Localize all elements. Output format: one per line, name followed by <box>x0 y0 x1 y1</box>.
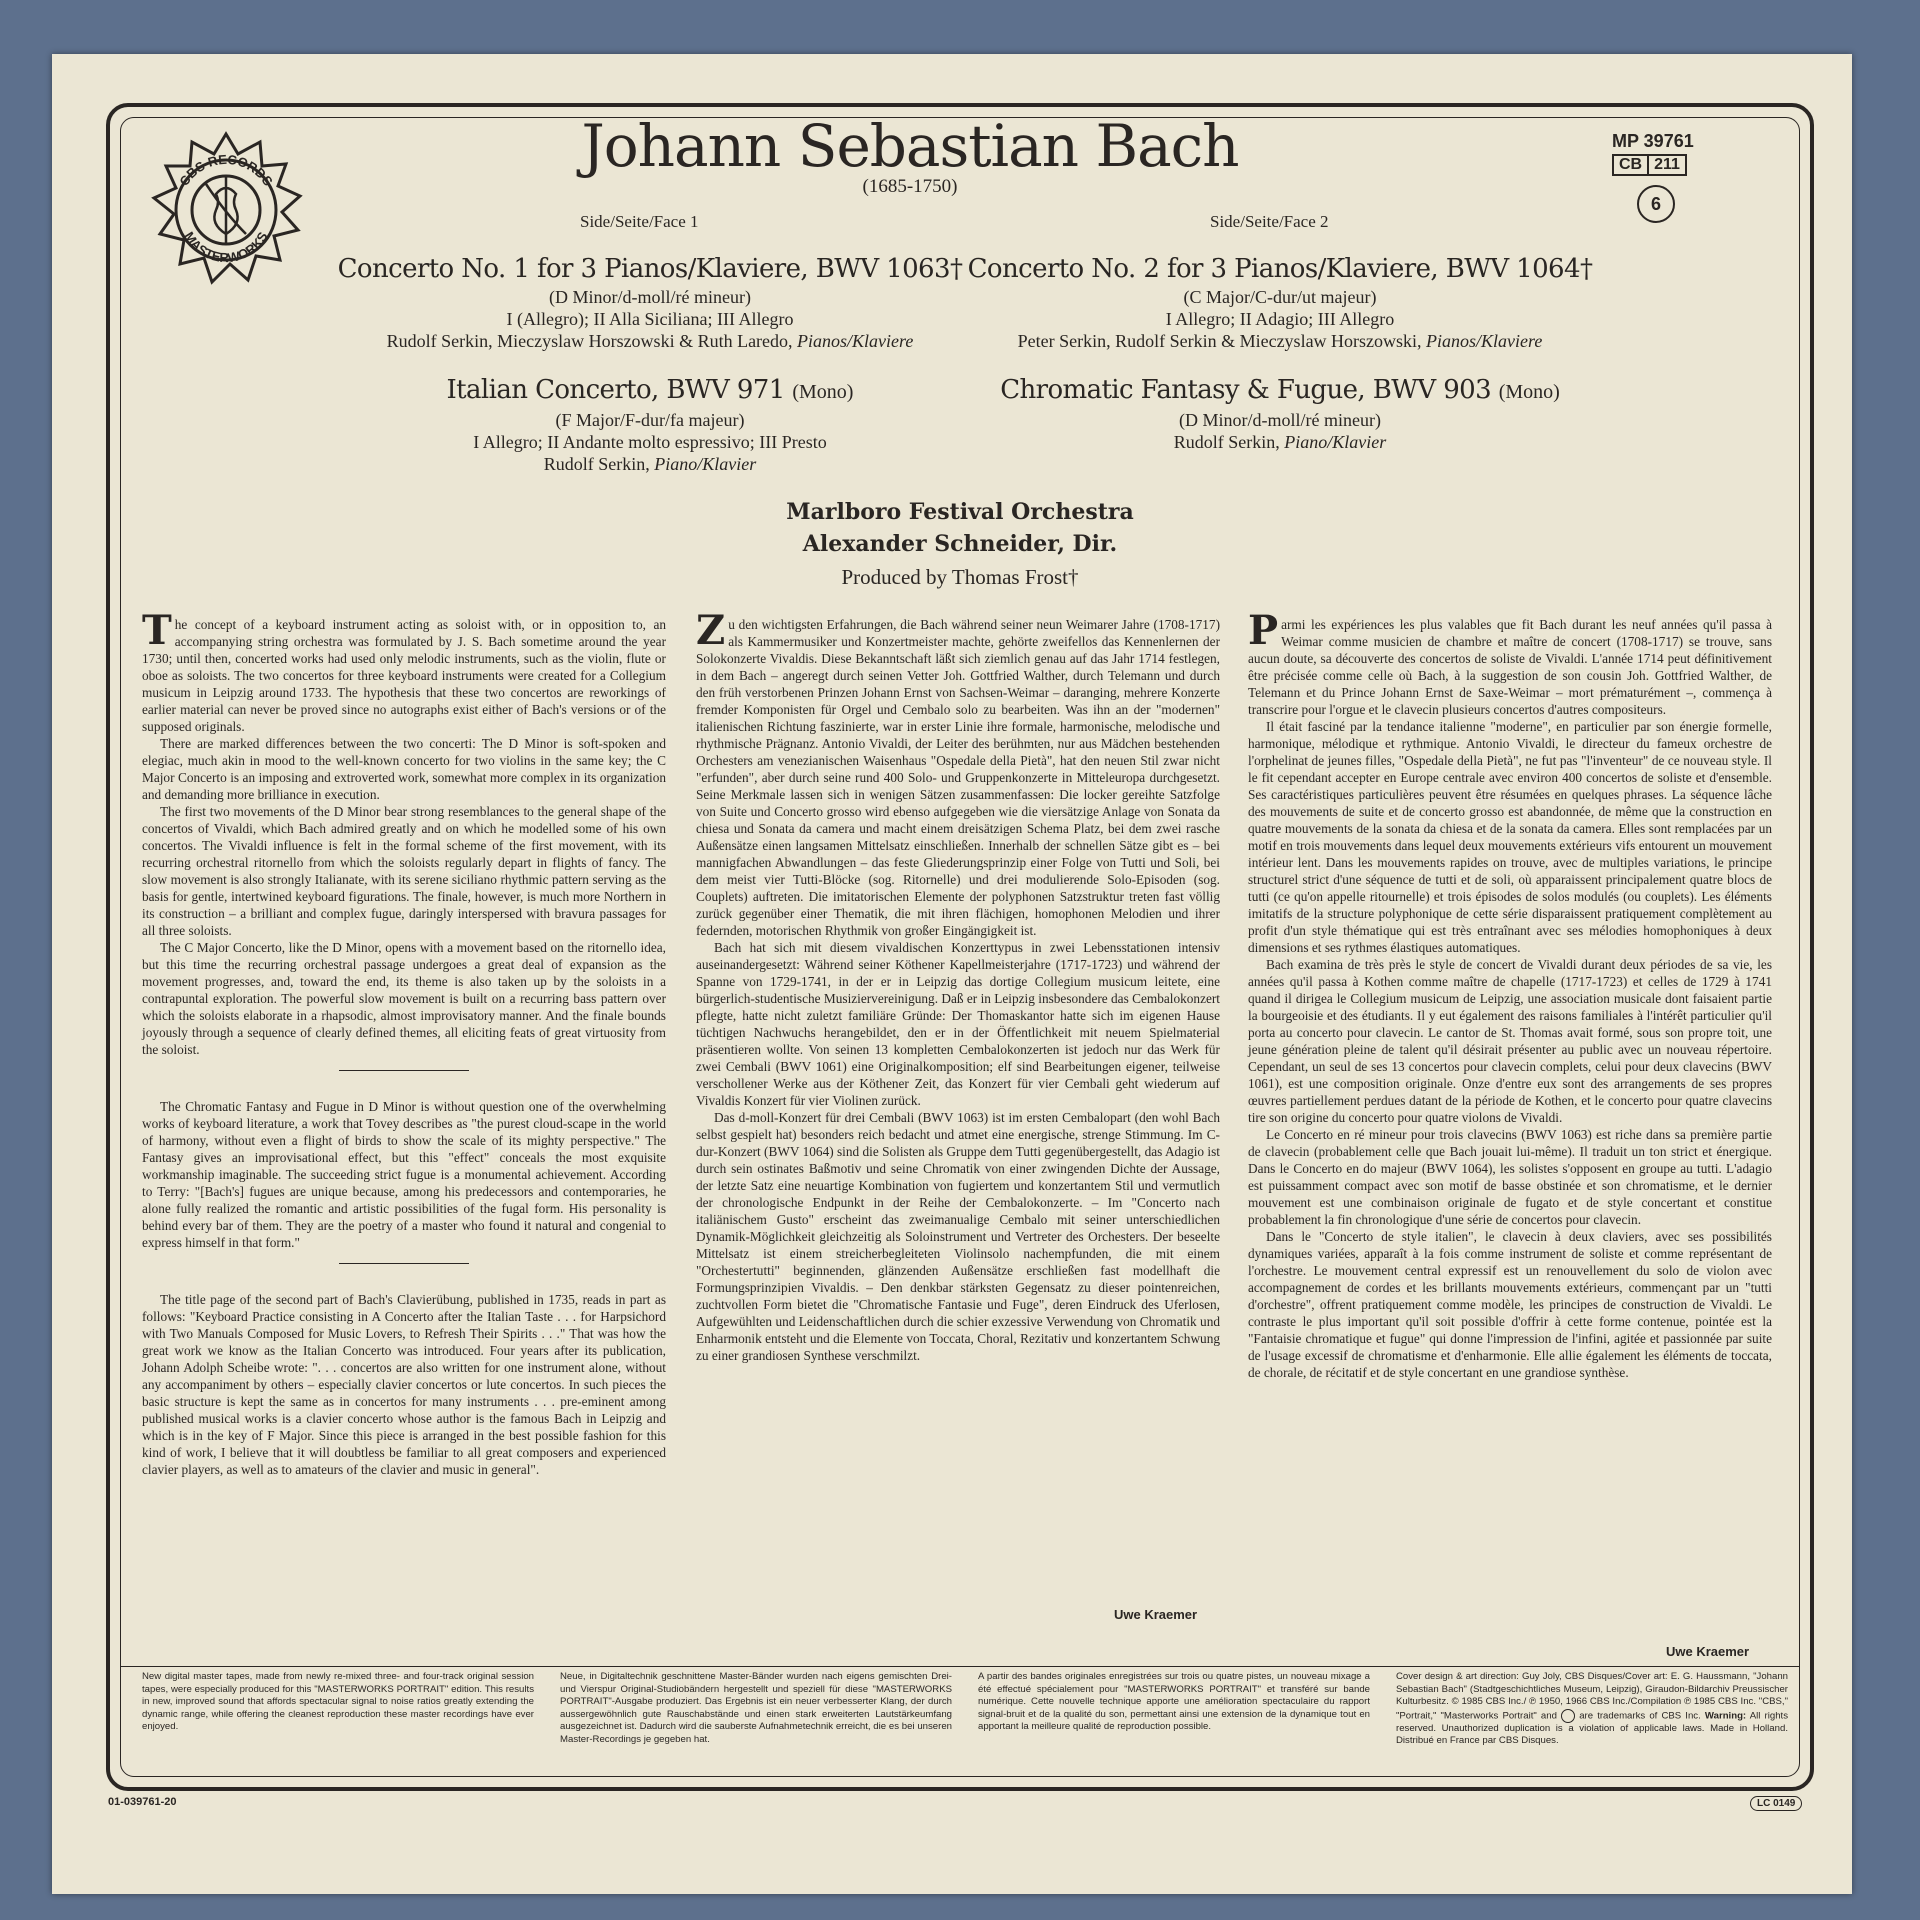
orchestra-credits <box>660 496 1260 560</box>
side2-work1 <box>960 252 1600 352</box>
work-performers: Rudolf Serkin, Mieczyslaw Horszowski & Ruth Laredo, <box>386 331 793 351</box>
work-instrument: Piano/Klavier <box>1284 432 1387 452</box>
logo-text-top: CBS RECORDS <box>176 151 276 189</box>
work-title: Concerto No. 1 for 3 Pianos/Klaviere, BWV 1063† <box>337 254 963 284</box>
conductor-name: Alexander Schneider, Dir. <box>802 531 1118 557</box>
dropcap: T <box>142 607 172 654</box>
notes-paragraph: he concept of a keyboard instrument acting as soloist with, or in opposition to, an accompanying string orchestra was formulated by J. S. Bach sometime around the year 1730; until then, concerted works had used only melodic instruments, such as the violin, flute or oboe as soloists. The two concertos for three keyboard instruments were created for a Collegium musicum in Leipzig around 1733. The hypothesis that these two concertos are reworkings of earlier material can never be proved since no autographs exist either of Bach's versions or of the supposed originals. <box>142 617 666 734</box>
notes-paragraph: The first two movements of the D Minor bear strong resemblances to the general shape of the concertos of Vivaldi, which Bach admired greatly and on which he modelled some of his own concertos. The Vivaldi influence is felt in the formal scheme of the first movement, with its recurring orchestral ritornello from which the soloists regularly depart in flights of fancy. The slow movement is also strongly Italianate, with its serene siciliano rhythmic pattern serving as the basis for gentle, intertwined keyboard figurations. The finale, however, is much more Northern in its construction – a brilliant and complex fugue, daringly interspersed with bravura passages for all three soloists. <box>142 804 666 938</box>
work-performers: Rudolf Serkin, <box>1173 432 1280 452</box>
composer-title: Johann Sebastian Bach <box>581 112 1239 180</box>
side1-work2 <box>400 373 900 475</box>
author-signature-fr: Uwe Kraemer <box>1666 1644 1750 1659</box>
liner-notes-german <box>696 607 1220 1364</box>
dropcap: P <box>1248 607 1279 654</box>
footer-note-de: Neue, in Digitaltechnik geschnittene Master-Bänder wurden nach eigens gemischten Drei- und Vierspur Original-Studiobändern hergestellt und speziell für diese "MASTERWORKS PORTRAIT"-Ausgabe produziert. Das Ergebnis ist ein neuer verbesserter Klang, der durch aussergewöhnlich gute Rauschabstände und einen stark erweiterten Lautstärkeumfang ausgezeichnet ist. Dadurch wird die sauberste Aufnahmetechnik erreicht, die es bei unseren Master-Recordings je gegeben hat. <box>560 1671 952 1745</box>
notes-paragraph: Dans le "Concerto de style italien", le clavecin à deux claviers, avec ses possibilités dynamiques variées, apparaît à la fois comme instrument de soliste et comme représentant de l'orchestre. Le mouvement central expressif est un renouvellement du solo de violon avec accompagnement de cordes et les brillants mouvements extérieurs, commençant par un "tutti d'orchestre", offrent pratiquement comme modèle, les principes de construction de Vivaldi. Le contraste le plus important qu'il soit possible d'offrir à cette forme contenue, pointée est la "Fantaisie chromatique et fugue" qui donne l'impression de l'infini, agitée et passionnée par suite de l'usage excessif de chromatisme et d'enharmonie. Elle allie également les éléments de toccata, de chorale, de récitatif et de style concertant en une grandiose synthèse. <box>1248 1229 1772 1380</box>
side2-work2 <box>1000 373 1560 453</box>
section-divider <box>339 1263 469 1264</box>
work-instrument: Pianos/Klaviere <box>797 331 914 351</box>
price-code-right: 211 <box>1647 156 1685 174</box>
notes-paragraph: Bach examina de très près le style de concert de Vivaldi durant deux périodes de sa vie, les années qu'il passa à Kothen comme maître de chapelle (1717-1723) et celles de 1729 à 1741 quand il dirigea le Collegium musicum de Leipzig, une association musicale dont faisaient partie la bourgeoisie et des étudiants. Il y eut également des raisons familiales à l'intérêt particulier qu'il porta au concerto pour clavecin. Le cantor de St. Thomas avait formé, sous son propre toit, une jeune génération pleine de talent qu'il désirait présenter au public avec un nouveau répertoire. Cependant, un seul de ses 13 concertos pour clavecin complets, celui pour deux clavecins (BWV 1061), est une composition originale. Onze d'entre eux sont des arrangements de ses propres œuvres partiellement perdues datant de la période de Kothen, et le concerto pour quatre clavecins tire son origine du concerto pour quatre violons de Vivaldi. <box>1248 957 1772 1125</box>
footer-credits <box>1396 1671 1788 1748</box>
credits-text: Cover design & art direction: Guy Joly, CBS Disques/Cover art: E. G. Haussmann, "Johann Sebastian Bach" (Stadtgeschichtliches Museum, Leipzig), Giraudon-Bildarchiv Preussischer Kulturbesitz. © 1985 CBS Inc./ ℗ 1950, 1966 CBS Inc./Compilation ℗ 1985 CBS Inc. "CBS," "Portrait," "Masterworks Portrait" and <box>1396 1671 1788 1722</box>
notes-paragraph: Das d-moll-Konzert für drei Cembali (BWV 1063) ist im ersten Cembalopart (den wohl Bach selbst gespielt hat) besonders reich bedacht und atmet eine energische, strenge Stimmung. Im C-dur-Konzert (BWV 1064) sind die Solisten als Gruppe dem Tutti gegenübergestellt, das Adagio ist durch sein ostinates Baßmotiv und seine Chromatik von einer zwingenden Dichte der Aussage, der letzte Satz eine neuartige Kombination von fugiertem und konzertantem Stil und vermutlich der chronologische Endpunkt in der Reihe der Cembalokonzerte. – Im "Concerto nach italiänischem Gusto" erscheint das zweimanualige Cembalo mit seiner unterschiedlichen Dynamik-Möglichkeit gleichzeitig als Soloinstrument und Vertreter des Orchesters. Der beseelte Mittelsatz ist einem streicherbegleiteten Violinsolo nachempfunden, die mit einem "Orchestertutti" beginnenden, glänzenden Außensätze erschließen fast modellhaft die Formungsprinzipien Vivaldis. – Den denkbar stärksten Gegensatz zu dieser pointenreichen, zuchtvollen Form bietet die "Chromatische Fantasie und Fuge", deren Eindruck des Uferlosen, Aufgewühlten und Leidenschaftlichen durch die schier exzessive Verwendung von Chromatik und Enharmonik entsteht und die Elemente von Toccata, Choral, Rezitativ und konzertantem Schwung zu einer grandiosen Synthese verschmilzt. <box>696 1110 1220 1363</box>
notes-paragraph: armi les expériences les plus valables que fit Bach durant les neuf années qu'il passa à Weimar comme musicien de chambre et maître de concert (1708-1717) se trouve, sans aucun doute, sa découverte des concertos de soliste de Vivaldi. L'année 1714 peut définitivement être précisée comme celle où Bach, à la suggestion de son cousin Joh. Gottfried Walther, de Telemann et du Prince Johann Ernst de Saxe-Weimar – mort prématurément –, commença à transcrire pour l'orgue et le clavecin plusieurs concertos d'autres compositeurs. <box>1248 617 1772 717</box>
orchestra-name: Marlboro Festival Orchestra <box>786 499 1134 525</box>
notes-paragraph: Le Concerto en ré mineur pour trois clavecins (BWV 1063) est riche dans sa première partie de clavecin (probablement celle que Bach jouait lui-même). Il traduit un ton strict et énergique. Dans le Concerto en do majeur (BWV 1064), les solistes s'opposent en groupe au tutti. L'adagio est puissamment compact avec son motif de basse obstinée et son chromatisme, et le dernier mouvement est une combinaison originale de fugato et de style concertant et constitue probablement la fin chronologique d'une série de concertos pour clavecin. <box>1248 1127 1772 1227</box>
warning-label: Warning: <box>1704 1710 1747 1722</box>
mono-label: (Mono) <box>1498 381 1560 403</box>
composer-dates: (1685-1750) <box>862 176 958 197</box>
work-performers: Rudolf Serkin, <box>543 454 650 474</box>
work-instrument: Piano/Klavier <box>654 454 757 474</box>
work-movements: I Allegro; II Andante molto espressivo; III Presto <box>473 432 827 452</box>
liner-notes-english <box>142 607 666 1478</box>
mono-label: (Mono) <box>792 381 854 403</box>
masterworks-mark-icon <box>1561 1709 1575 1723</box>
price-code-box <box>1612 154 1687 176</box>
footer-divider <box>120 1666 1800 1667</box>
dropcap: Z <box>696 607 726 654</box>
matrix-code: 01-039761-20 <box>108 1796 177 1808</box>
circle-number: 6 <box>1637 185 1675 223</box>
cbs-masterworks-logo <box>140 124 312 296</box>
credits-text-2: are trademarks of CBS Inc. <box>1579 1710 1701 1722</box>
credits-text-3: All rights reserved. Unauthorized duplication is a violation of applicable laws. Made in Holland. Distribué en France par CBS Disques. <box>1396 1710 1789 1747</box>
price-code-left: CB <box>1619 156 1643 173</box>
catalog-block <box>1612 131 1722 176</box>
footer-note-en: New digital master tapes, made from newly re-mixed three- and four-track original session tapes, were especially produced for this "MASTERWORKS PORTRAIT" edition. This results in new, improved sound that affords spectacular signal to noise ratios greatly extending the dynamic range, while offering the cleanest reproduction these master recordings have ever enjoyed. <box>142 1671 534 1732</box>
work-instrument: Pianos/Klaviere <box>1426 331 1543 351</box>
work-title: Italian Concerto, BWV 971 <box>446 375 785 405</box>
work-title: Concerto No. 2 for 3 Pianos/Klaviere, BWV 1064† <box>967 254 1593 284</box>
notes-paragraph: The Chromatic Fantasy and Fugue in D Minor is without question one of the overwhelming works of keyboard literature, a work that Tovey describes as "the purest cloud-scape in the world of harmony, without even a flight of birds to show the scale of its mighty perspective." The Fantasy gives an improvisational effect, but this "effect" conceals the most exquisite workmanship imaginable. The succeeding strict fugue is a monumental achievement. According to Terry: "[Bach's] fugues are unique because, among his predecessors and contemporaries, he alone fully realized the romantic and artistic possibilities of the fugal form. His personality is behind every bar of them. They are the poetry of a master who found it natural and congenial to express himself in that form." <box>142 1099 666 1250</box>
section-divider <box>339 1070 469 1071</box>
work-movements: I Allegro; II Adagio; III Allegro <box>1165 309 1395 329</box>
work-movements: I (Allegro); II Alla Siciliana; III Allegro <box>506 309 794 329</box>
side1-work1 <box>330 252 970 352</box>
notes-paragraph: The C Major Concerto, like the D Minor, opens with a movement based on the ritornello idea, but this time the recurring orchestral passage undergoes a great deal of expansion as the movement progresses, and, toward the end, its theme is also taken up by the soloists in a contrapuntal exploration. The powerful slow movement is built on a recurring bass pattern over which the soloists elaborate in a rhapsodic, almost improvisatory manner. And the finale bounds joyously through a sequence of clearly defined themes, all eliciting feats of great virtuosity from the soloist. <box>142 940 666 1057</box>
footer-note-fr: A partir des bandes originales enregistrées sur trois ou quatre pistes, un nouveau mixage a été effectué spécialement pour "MASTERWORKS PORTRAIT" et transféré sur bande numérique. Cette nouvelle technique apporte une amélioration spectaculaire du rapport signal-bruit et de la qualité du son, permettant ainsi une extension de la dynamique tout en apportant la meilleure qualité de reproduction possible. <box>978 1671 1370 1732</box>
work-key: (F Major/F-dur/fa majeur) <box>555 410 745 430</box>
author-signature-de: Uwe Kraemer <box>1114 1607 1198 1622</box>
work-key: (D Minor/d-moll/ré mineur) <box>549 287 751 307</box>
catalog-number: MP 39761 <box>1612 131 1694 151</box>
side2-label: Side/Seite/Face 2 <box>1210 212 1329 231</box>
work-performers: Peter Serkin, Rudolf Serkin & Mieczyslaw Horszowski, <box>1017 331 1422 351</box>
logo-text-bottom: MASTERWORKS <box>181 229 271 266</box>
work-key: (D Minor/d-moll/ré mineur) <box>1179 410 1381 430</box>
liner-notes-french <box>1248 607 1772 1381</box>
work-title: Chromatic Fantasy & Fugue, BWV 903 <box>1000 375 1492 405</box>
producer-credit: Produced by Thomas Frost† <box>841 565 1079 589</box>
side1-label: Side/Seite/Face 1 <box>580 212 699 231</box>
work-key: (C Major/C-dur/ut majeur) <box>1183 287 1377 307</box>
notes-paragraph: The title page of the second part of Bach's Clavierübung, published in 1735, reads in part as follows: "Keyboard Practice consisting in A Concerto after the Italian Taste . . . for Harpsichord with Two Manuals Composed for Music Lovers, to Refresh Their Spirits . . ." That was how the great work we know as the Italian Concerto was introduced. Four years after its publication, Johann Adolph Scheibe wrote: ". . . concertos are also written for one instrument alone, without any accompaniment by others – especially clavier concertos or lute concertos. In such pieces the basic structure is kept the same as in concertos for many instruments . . . pre-eminent among published musical works is a clavier concerto whose author is the famous Bach in Leipzig and which is in the key of F Major. Since this piece is arranged in the best possible fashion for this kind of work, I believe that it will doubtless be familiar to all great composers and experienced clavier players, as well as to amateurs of the clavier and music in general". <box>142 1292 666 1477</box>
notes-paragraph: u den wichtigsten Erfahrungen, die Bach während seiner neun Weimarer Jahre (1708-1717) als Kammermusiker und Konzertmeister machte, gehörte zweifellos das Kennenlernen der Solokonzerte Vivaldis. Diese Bekanntschaft läßt sich ziemlich genau auf das Jahr 1714 festlegen, in dem Bach – angeregt durch seinen Vetter Joh. Gottfried Walther, durch Telemann und durch den früh verstorbenen Prinzen Johann Ernst von Sachsen-Weimar – daranging, mehrere Konzerte fremder Komponisten für Orgel und Cembalo solo zu bearbeiten. Was ihn an der "modernen" italienischen Richtung faszinierte, war in erster Linie ihre formale, harmonische, melodische und rhythmische Prägnanz. Antonio Vivaldi, der Leiter des berühmten, nur aus Mädchen bestehenden Orchesters am venezianischen Waisenhaus "Ospedale della Pietà", hat den neuen Stil zwar nicht "erfunden", aber durch seine rund 400 Solo- und Gruppenkonzerte in Mitteleuropa durchgesetzt. Seine Merkmale lassen sich in wenigen Sätzen zusammenfassen: Die locker gereihte Satzfolge von Suite und Concerto grosso wird ebenso aufgegeben wie die viersätzige Anlage von Sonata da chiesa und Sonata da camera und macht einem dreisätzigen Schema Platz, bei dem zwei rasche Außensätze einen langsamen Mittelsatz einschließen. Innerhalb der schnellen Sätze gibt es – bei mannigfachen Abwandlungen – das feste Gliederungsprinzip einer Folge von Tutti und Soli, bei dem meist vier Tutti-Blöcke (sog. Ritornelle) und drei modulierende Solo-Episoden (sog. Couplets) auftreten. Die imitatorischen Elemente der polyphonen Satzstruktur treten fast völlig zurück gegenüber einer Thematik, die mit ihren flächigen, homophonen Melodien und ihrer federnden, motorischen Rhythmik von großer Eingängigkeit ist. <box>696 617 1220 938</box>
notes-paragraph: There are marked differences between the two concerti: The D Minor is soft-spoken and elegiac, much akin in mood to the well-known concerto for two violins in the same key; the C Major Concerto is an imposing and extroverted work, somewhat more complex in its organization and demanding more brilliance in execution. <box>142 736 666 802</box>
label-code: LC 0149 <box>1750 1796 1802 1811</box>
notes-paragraph: Il était fasciné par la tendance italienne "moderne", en particulier par son énergie formelle, harmonique, mélodique et rythmique. Antonio Vivaldi, le directeur du fameux orchestre de l'orphelinat de jeunes filles, "Ospedale della Pietà", ne fut pas "l'inventeur" de ce nouveau style. Il le fit cependant accepter en Europe centrale avec environ 400 concertos de soliste et d'ensemble. Ses caractéristiques particulières peuvent être résumées en quelques phrases. La séquence lâche des mouvements de suite et de concerto grosso est abandonnée, de même que la construction en quatre mouvements de la sonata da chiesa et de la sonata da camera. Elles sont remplacées par un motif en trois mouvements dans lequel deux mouvements extérieurs vifs entourent un mouvement intérieur lent. Dans les mouvements rapides on trouve, avec de multiples variations, le principe structurel strict d'une séquence de tutti et de soli, où apparaissent principalement quatre blocs de tutti (ce qu'on appelle ritournelle) et trois épisodes de solos modulés (ou couplets). Les éléments imitatifs de la structure polyphonique de cette série disparaissent pratiquement complètement au profit d'un style thématique qui est très entraînant avec ses mélodies homophoniques à deux dimensions et ses rythmes élastiques automatiques. <box>1248 719 1772 955</box>
notes-paragraph: Bach hat sich mit diesem vivaldischen Konzerttypus in zwei Lebensstationen intensiv auseinandergesetzt: Während seiner Köthener Kapellmeisterjahre (1717-1723) und während der Spanne von 1729-1741, in der er in Leipzig das dortige Collegium musicum leitete, eine bürgerlich-studentische Musiziervereinigung. Daß er in Leipzig insbesondere das Cembalokonzert pflegte, hatte nicht zuletzt familiäre Gründe: Der Thomaskantor hatte sich im eigenen Hause tüchtigen Nachwuchs herangebildet, den er in der Öffentlichkeit mit neuem Spielmaterial präsentieren wollte. Von seinen 13 kompletten Cembalokonzerten ist jedoch nur das Werk für zwei Cembali (BWV 1061) eine Originalkomposition; elf sind Bearbeitungen eigener, teilweise verschollener Werke aus der Köthener Zeit, das Konzert für vier Cembali geht wiederum auf Vivaldis Konzert für vier Violinen zurück. <box>696 940 1220 1108</box>
